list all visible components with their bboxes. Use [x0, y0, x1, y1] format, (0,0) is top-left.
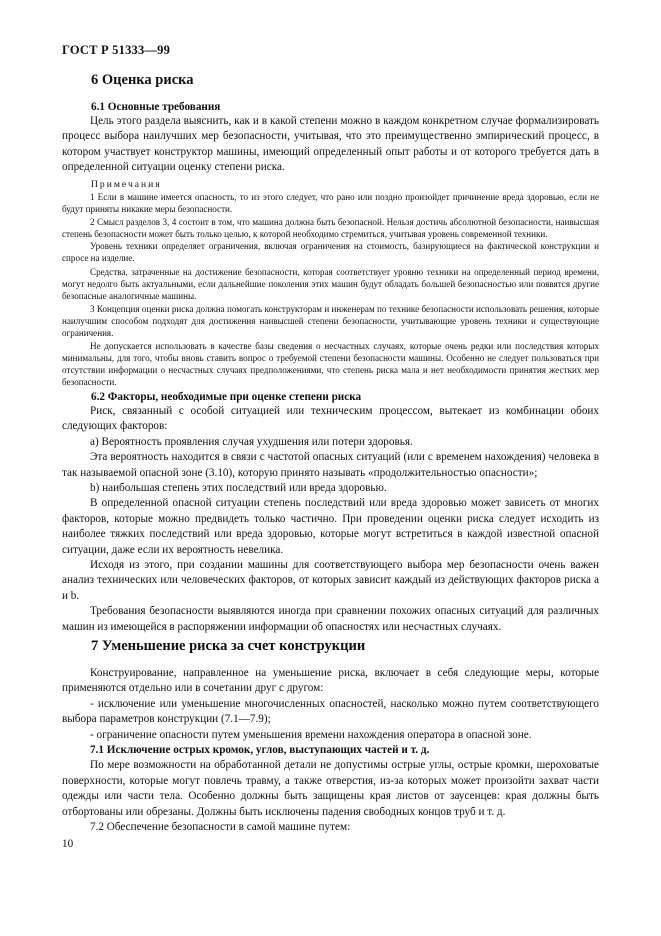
note-2: 2 Смысл разделов 3, 4 состоит в том, что машина должна быть безопасной. Нельзя достичь абсолютной безопасности, наивысшая степень безопасности может быть только целью, к которой необходимо стремиться, учитывая уровень современной техники. [62, 216, 599, 239]
note-3: 3 Концепция оценки риска должна помогать конструкторам и инженерам по технике безопасности использовать решения, которые наилучшим способом подходят для достижения наивысшей степени безопасности, учитывающие уровень техники и существующие ограничения. [62, 303, 599, 339]
factor-b: b) наибольшая степень этих последствий или вреда здоровью. [90, 482, 387, 495]
notes-block [62, 191, 599, 389]
paragraph: Исходя из этого, при создании машины для соответствующего выбора мер безопасности очень важен анализ технических или человеческих факторов, от которых зависит каждый из действующих факторов риска a и b. [62, 559, 599, 602]
subsection-7-2-intro: 7.2 Обеспечение безопасности в самой машине путем: [90, 821, 351, 834]
note-3-continued: Не допускается использовать в качестве базы сведения о несчастных случаях, которые очень редки или последствия которых минимальны, для того, чтобы вновь ставить вопрос о требуемой степени безопасности машины. Особенно не следует пользоваться при отсутствии информации о несчастных случаях предположениями, что степень риска мала и нет необходимости принятия жестких мер безопасности. [62, 340, 599, 388]
subsection-6-2-title: 6.2 Факторы, необходимые при оценке степени риска [91, 391, 362, 403]
section-6-title: 6 Оценка риска [91, 72, 194, 88]
section-7-title: 7 Уменьшение риска за счет конструкции [91, 638, 366, 654]
standard-code-header: ГОСТ Р 51333—99 [62, 43, 171, 57]
paragraph: По мере возможности на обработанной детали не допустимы острые углы, острые кромки, шероховатые поверхности, которые могут повлечь травму, а также отверстия, из-за которых может произойти захват части одежды или части тела. Особенно должны быть защищены края листов от заусенцев: края должны быть отбортованы или обрезаны. Должны быть исключены падения свободных концов труб и т. д. [62, 759, 599, 818]
paragraph: Цель этого раздела выяснить, как и в какой степени можно в каждом конкретном случае формализировать процесс выбора наилучших мер безопасности, учитывая, что это преимущественно эмпирический процесс, в котором участвует конструктор машины, имеющий определенный опыт работы и от которого требуется дать в определенной ситуации оценку степени риска. [62, 115, 599, 174]
paragraph: Конструирование, направленное на уменьшение риска, включает в себя следующие меры, которые применяются отдельно или в сочетании друг с другом: [62, 667, 599, 695]
factor-a: a) Вероятность проявления случая ухудшения или потери здоровья. [90, 435, 413, 448]
paragraph: Эта вероятность находится в связи с частотой опасных ситуаций (или с временем нахождения) человека в так называемой опасной зоне (3.10), которую принято называть «продолжительностью опасности»; [62, 451, 599, 479]
section-7-text [62, 666, 599, 835]
subsection-7-1-title: 7.1 Исключение острых кромок, углов, выступающих частей и т. д. [90, 744, 430, 757]
subsection-6-2-text [62, 404, 599, 635]
notes-heading: Примечания [91, 179, 162, 190]
subsection-6-1-title: 6.1 Основные требования [91, 101, 221, 113]
paragraph: В определенной опасной ситуации степень последствий или вреда здоровью может зависеть от многих факторов, которые можно предвидеть только частично. При проведении оценки риска следует исходить из наиболее тяжких последствий или вреда здоровью, которые могут встретиться в каждой известной опасной ситуации, даже если их вероятность невелика. [62, 497, 599, 556]
note-2-continued: Средства, затраченные на достижение безопасности, которая соответствует уровню техники на определенный период времени, могут недолго быть актуальными, если дальнейшие поколения этих машин будут обладать большей безопасностью или появятся другие безопасные аналогичные машины. [62, 266, 599, 302]
note-1: 1 Если в машине имеется опасность, то из этого следует, что рано или поздно произойдет причинение вреда здоровью, если не будут приняты никакие меры безопасности. [62, 192, 599, 215]
paragraph: Требования безопасности выявляются иногда при сравнении похожих опасных ситуаций для различных машин из имеющейся в распоряжении информации об опасностях или несчастных случаях. [62, 605, 599, 633]
subsection-6-1-text [62, 114, 599, 176]
page-number: 10 [62, 838, 74, 850]
list-item: - ограничение опасности путем уменьшения времени нахождения оператора в опасной зоне. [90, 728, 532, 741]
paragraph: Риск, связанный с особой ситуацией или техническим процессом, вытекает из комбинации обоих следующих факторов: [62, 405, 599, 433]
note-2-continued: Уровень техники определяет ограничения, включая ограничения на стоимость, базирующиеся на фактической конструкции и спросе на изделие. [62, 241, 599, 264]
list-item: - исключение или уменьшение многочисленных опасностей, насколько можно путем соответствующего выбора параметров конструкции (7.1—7.9); [62, 697, 599, 726]
